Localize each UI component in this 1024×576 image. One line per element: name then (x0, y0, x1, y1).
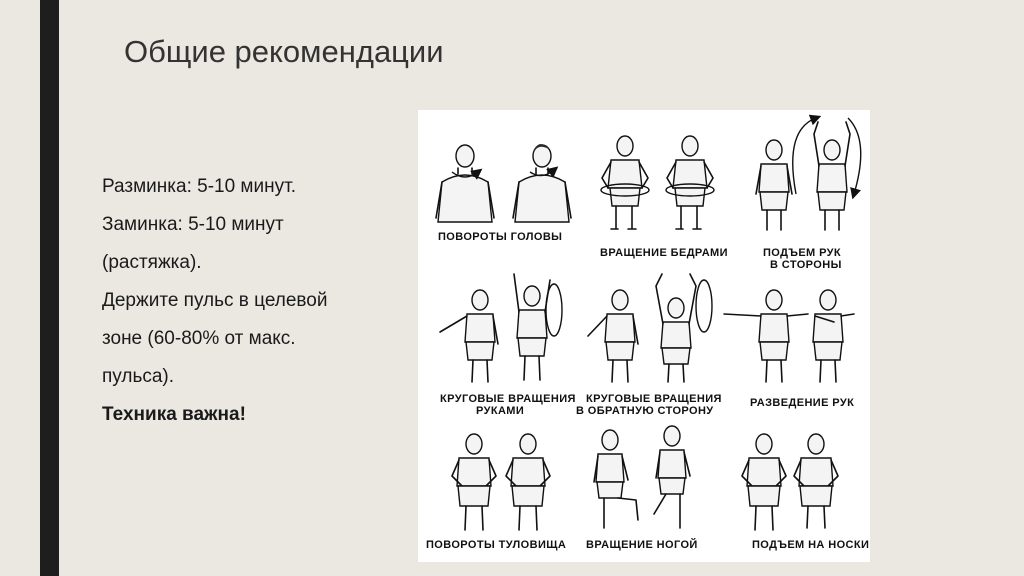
caption-reverse-circles-2: В ОБРАТНУЮ СТОРОНУ (576, 405, 714, 417)
head-turns-figure (436, 144, 571, 222)
caption-arm-circles-2: РУКАМИ (476, 405, 525, 417)
caption-head-turns: ПОВОРОТЫ ГОЛОВЫ (438, 231, 563, 243)
caption-arms-raise-1: ПОДЪЕМ РУК (763, 247, 842, 259)
text-line-pulse-1: Держите пульс в целевой (102, 290, 328, 311)
caption-arms-raise-2: В СТОРОНЫ (770, 259, 842, 271)
text-line-pulse-2: зоне (60-80% от макс. (102, 328, 296, 349)
caption-calf-raise: ПОДЪЕМ НА НОСКИ (752, 539, 870, 551)
text-line-warmup: Разминка: 5-10 минут. (102, 176, 296, 197)
calf-raise-figure (742, 434, 838, 530)
caption-arm-spread: РАЗВЕДЕНИЕ РУК (750, 397, 855, 409)
caption-hip-rotation: ВРАЩЕНИЕ БЕДРАМИ (600, 247, 728, 259)
caption-reverse-circles-1: КРУГОВЫЕ ВРАЩЕНИЯ (586, 393, 722, 405)
exercise-illustration (418, 110, 870, 562)
caption-torso-twist: ПОВОРОТЫ ТУЛОВИЩА (426, 539, 567, 551)
caption-leg-rotation: ВРАЩЕНИЕ НОГОЙ (586, 539, 698, 551)
body-text (102, 168, 402, 434)
arm-spread-figure (724, 290, 854, 382)
arm-circles-figure (440, 274, 562, 382)
slide-title: Общие рекомендации (124, 34, 444, 69)
text-line-pulse-3: пульса). (102, 366, 175, 387)
caption-arm-circles-1: КРУГОВЫЕ ВРАЩЕНИЯ (440, 393, 576, 405)
reverse-arm-circles-figure (588, 274, 712, 382)
accent-bar (40, 0, 59, 576)
text-line-stretch: (растяжка). (102, 252, 202, 273)
hip-rotation-figure (601, 136, 714, 229)
arms-raise-figure (756, 118, 861, 230)
text-line-cooldown: Заминка: 5-10 минут (102, 214, 284, 235)
torso-twist-figure (452, 434, 550, 530)
exercise-illustration-svg (418, 110, 870, 562)
text-line-technique: Техника важна! (102, 404, 246, 425)
leg-rotation-figure (594, 426, 690, 528)
